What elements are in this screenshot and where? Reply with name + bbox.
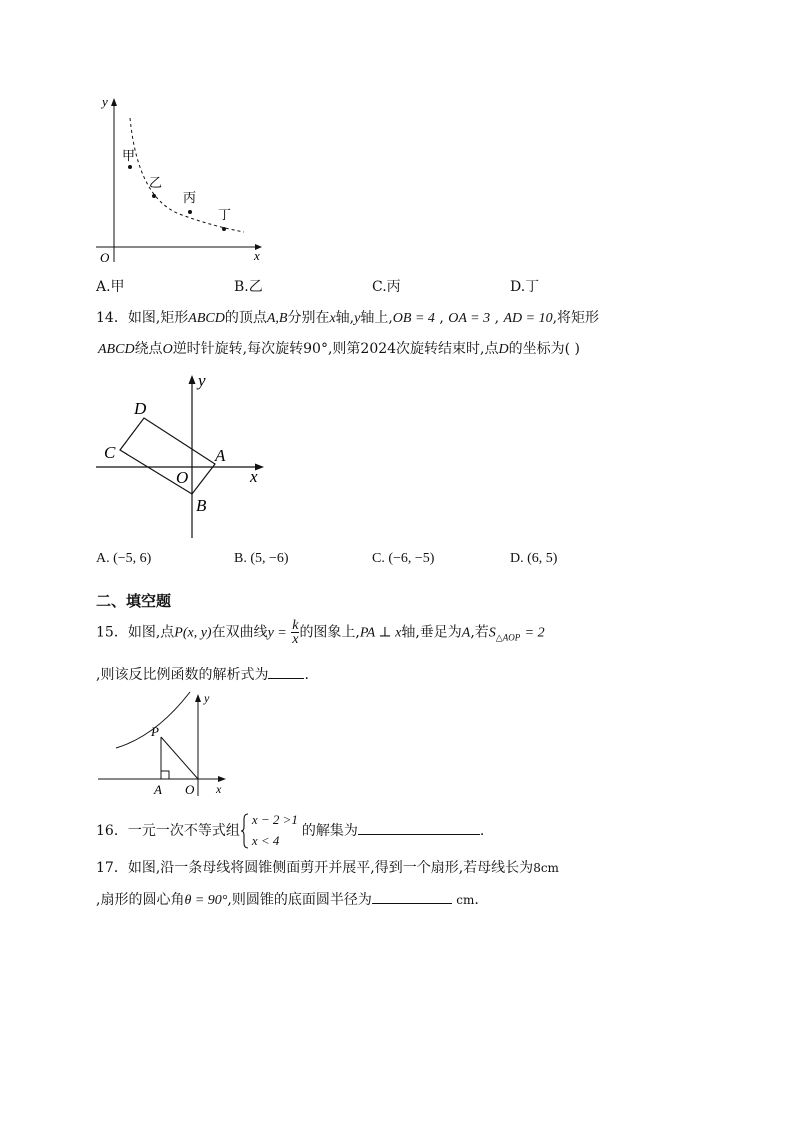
y-label: y <box>102 94 108 109</box>
q13-option-c[interactable]: C.丙 <box>372 279 401 295</box>
question-number: 17． <box>96 860 128 876</box>
q13-option-d[interactable]: D.丁 <box>510 279 540 295</box>
segment-po <box>161 737 198 779</box>
answer-blank-16[interactable] <box>358 820 480 835</box>
inequality-system: x − 2 >1 x < 4 <box>240 811 302 851</box>
label-p: P <box>151 724 159 739</box>
label-b: B <box>196 496 207 515</box>
label-yi: 乙 <box>149 175 163 190</box>
label-a: A <box>215 446 226 465</box>
label-ding: 丁 <box>218 207 232 222</box>
section-title-fill-in: 二、填空题 <box>96 592 172 610</box>
label-jia: 甲 <box>122 148 136 163</box>
point-bing <box>188 210 192 214</box>
label-y: y <box>198 371 206 390</box>
q14-option-d[interactable]: D. (6, 5) <box>510 551 558 566</box>
label-d: D <box>134 399 147 418</box>
question-14-line1: 14．如图,矩形ABCD的顶点A,B分别在x轴,y轴上,OB = 4 , OA = 3 , AD = 10,将矩形 <box>96 310 600 326</box>
question-number: 14． <box>96 310 128 326</box>
figure-q14-rectangle <box>92 370 272 542</box>
q14-option-b[interactable]: B. (5, −6) <box>234 551 289 566</box>
label-c: C <box>104 443 116 462</box>
figure-q13-graph <box>92 90 272 270</box>
question-14-line2: ABCD绕点O逆时针旋转,每次旋转90°,则第2024次旋转结束时,点D的坐标为( ) <box>98 341 580 357</box>
figure-q15-hyperbola <box>94 688 234 798</box>
label-y: y <box>204 691 210 705</box>
label-x: x <box>250 467 258 486</box>
rectangle-abcd <box>120 418 215 494</box>
right-angle-mark <box>161 771 169 779</box>
q13-option-a[interactable]: A.甲 <box>96 279 125 295</box>
label-o: O <box>176 468 189 487</box>
origin-label: O <box>100 250 110 265</box>
point-jia <box>128 165 132 169</box>
question-number: 15． <box>96 624 128 641</box>
hyperbola-branch <box>116 692 190 748</box>
question-16: 16．一元一次不等式组 x − 2 >1 x < 4 的解集为 . <box>96 811 484 851</box>
point-yi <box>152 194 156 198</box>
x-label: x <box>254 248 260 263</box>
y-axis-arrow <box>111 98 117 106</box>
answer-blank-15[interactable] <box>268 664 304 679</box>
q14-option-a[interactable]: A. (−5, 6) <box>96 551 152 566</box>
label-o: O <box>185 782 195 797</box>
answer-blank-17[interactable] <box>372 889 452 904</box>
label-a: A <box>154 782 162 797</box>
question-17-line1: 17．如图,沿一条母线将圆锥侧面剪开并展平,得到一个扇形,若母线长为8cm <box>96 860 559 876</box>
label-bing: 丙 <box>183 190 197 205</box>
question-15-line2: ,则该反比例函数的解析式为 . <box>96 664 309 685</box>
fraction-k-over-x: $\frac{k}{x}$ <box>292 618 299 647</box>
question-number: 16． <box>96 823 128 839</box>
label-x: x <box>216 782 222 796</box>
q14-option-c[interactable]: C. (−6, −5) <box>372 551 435 566</box>
q13-option-b[interactable]: B.乙 <box>234 279 263 295</box>
point-ding <box>222 227 226 231</box>
question-15-line1: 15．如图,点P(x, y)在双曲线y = $\frac{k}{x}$ 的图象上,PA ⊥ x轴,垂足为A,若$S_{\triangle AOP} = 2$ <box>96 618 545 647</box>
left-brace <box>240 813 250 849</box>
y-axis-arrow <box>195 694 201 702</box>
question-17-line2: ,扇形的圆心角θ = 90°,则圆锥的底面圆半径为 cm. <box>96 889 479 911</box>
y-axis-arrow <box>189 375 196 384</box>
